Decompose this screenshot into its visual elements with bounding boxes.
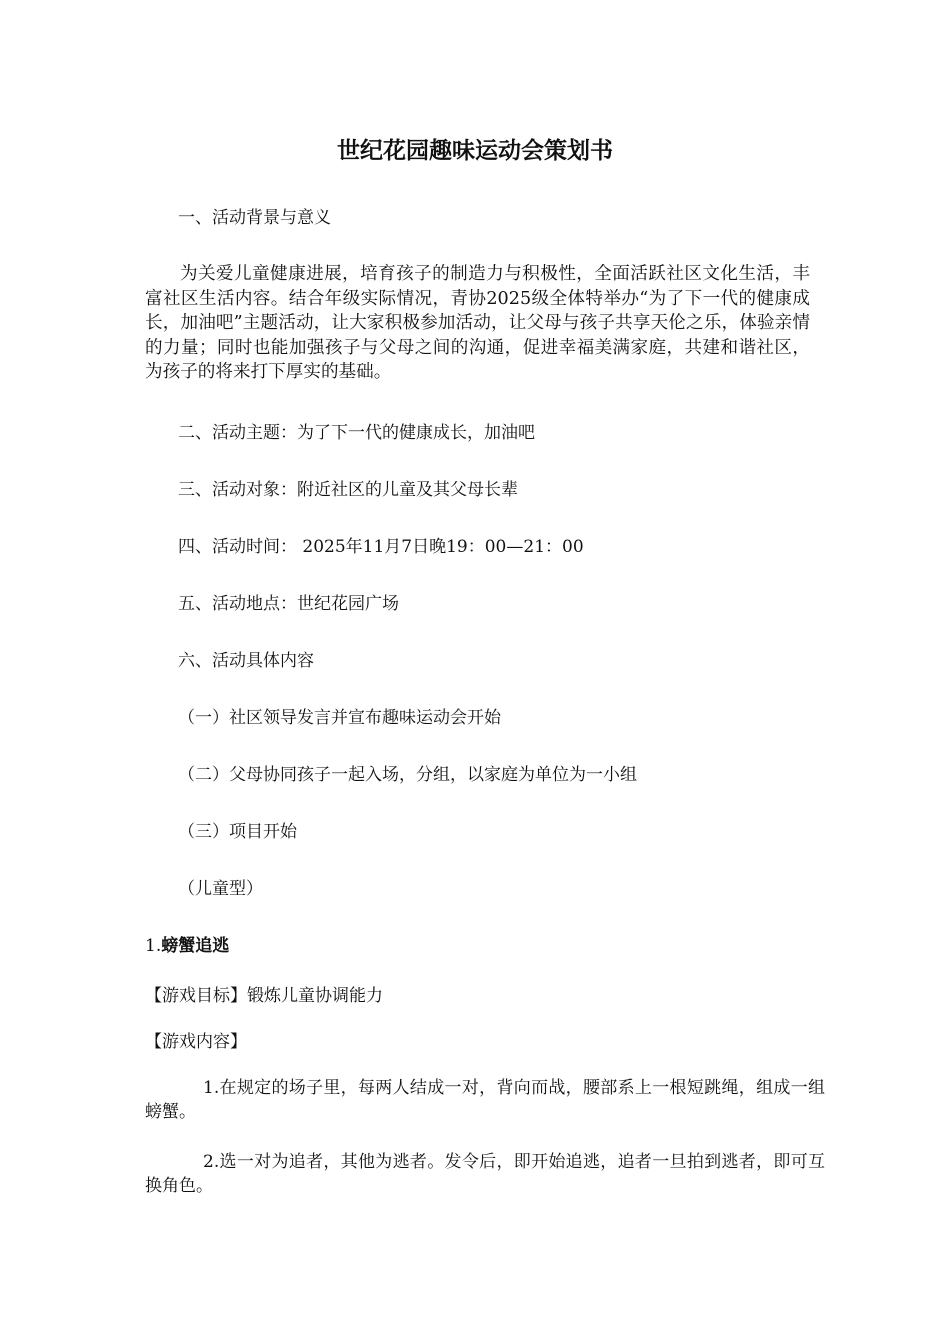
game-number: 1. [145, 936, 162, 956]
document-title: 世纪花园趣味运动会策划书 [337, 137, 613, 164]
game-name: 螃蟹追逃 [161, 936, 230, 956]
content-item-start: （三）项目开始 [178, 822, 297, 842]
content-category: （儿童型） [178, 879, 263, 899]
section-content-heading: 六、活动具体内容 [178, 651, 314, 671]
background-paragraph: 为关爱儿童健康进展，培育孩子的制造力与积极性，全面活跃社区文化生活，丰富社区生活内容。结合年级实际情况，青协2025级全体特举办“为了下一代的健康成长，加油吧”主题活动，让大家积极参加活动，让父母与孩子共享天伦之乐，体验亲情的力量；同时也能加强孩子与父母之间的沟通，促进幸福美满家庭，共建和谐社区，为孩子的将来打下厚实的基础。 [145, 264, 810, 382]
game-step-2: 2.选一对为追者，其他为逃者。发令后，即开始追逃，追者一旦拍到逃者，即可互换角色。 [145, 1152, 825, 1196]
section-location: 五、活动地点：世纪花园广场 [178, 594, 399, 614]
game-title [145, 934, 229, 958]
game-step-1: 1.在规定的场子里，每两人结成一对，背向而战，腰部系上一根短跳绳，组成一组螃蟹。 [145, 1078, 825, 1122]
content-item-opening: （一）社区领导发言并宣布趣味运动会开始 [178, 708, 501, 728]
section-theme: 二、活动主题：为了下一代的健康成长，加油吧 [178, 423, 535, 443]
game-goal: 【游戏目标】锻炼儿童协调能力 [145, 986, 383, 1006]
section-audience: 三、活动对象：附近社区的儿童及其父母长辈 [178, 480, 518, 500]
section-time: 四、活动时间： 2025年11月7日晚19：00—21：00 [178, 537, 584, 557]
section-heading-background: 一、活动背景与意义 [178, 208, 331, 228]
content-item-entrance: （二）父母协同孩子一起入场，分组，以家庭为单位为一小组 [178, 765, 637, 785]
game-content-label: 【游戏内容】 [145, 1032, 247, 1052]
